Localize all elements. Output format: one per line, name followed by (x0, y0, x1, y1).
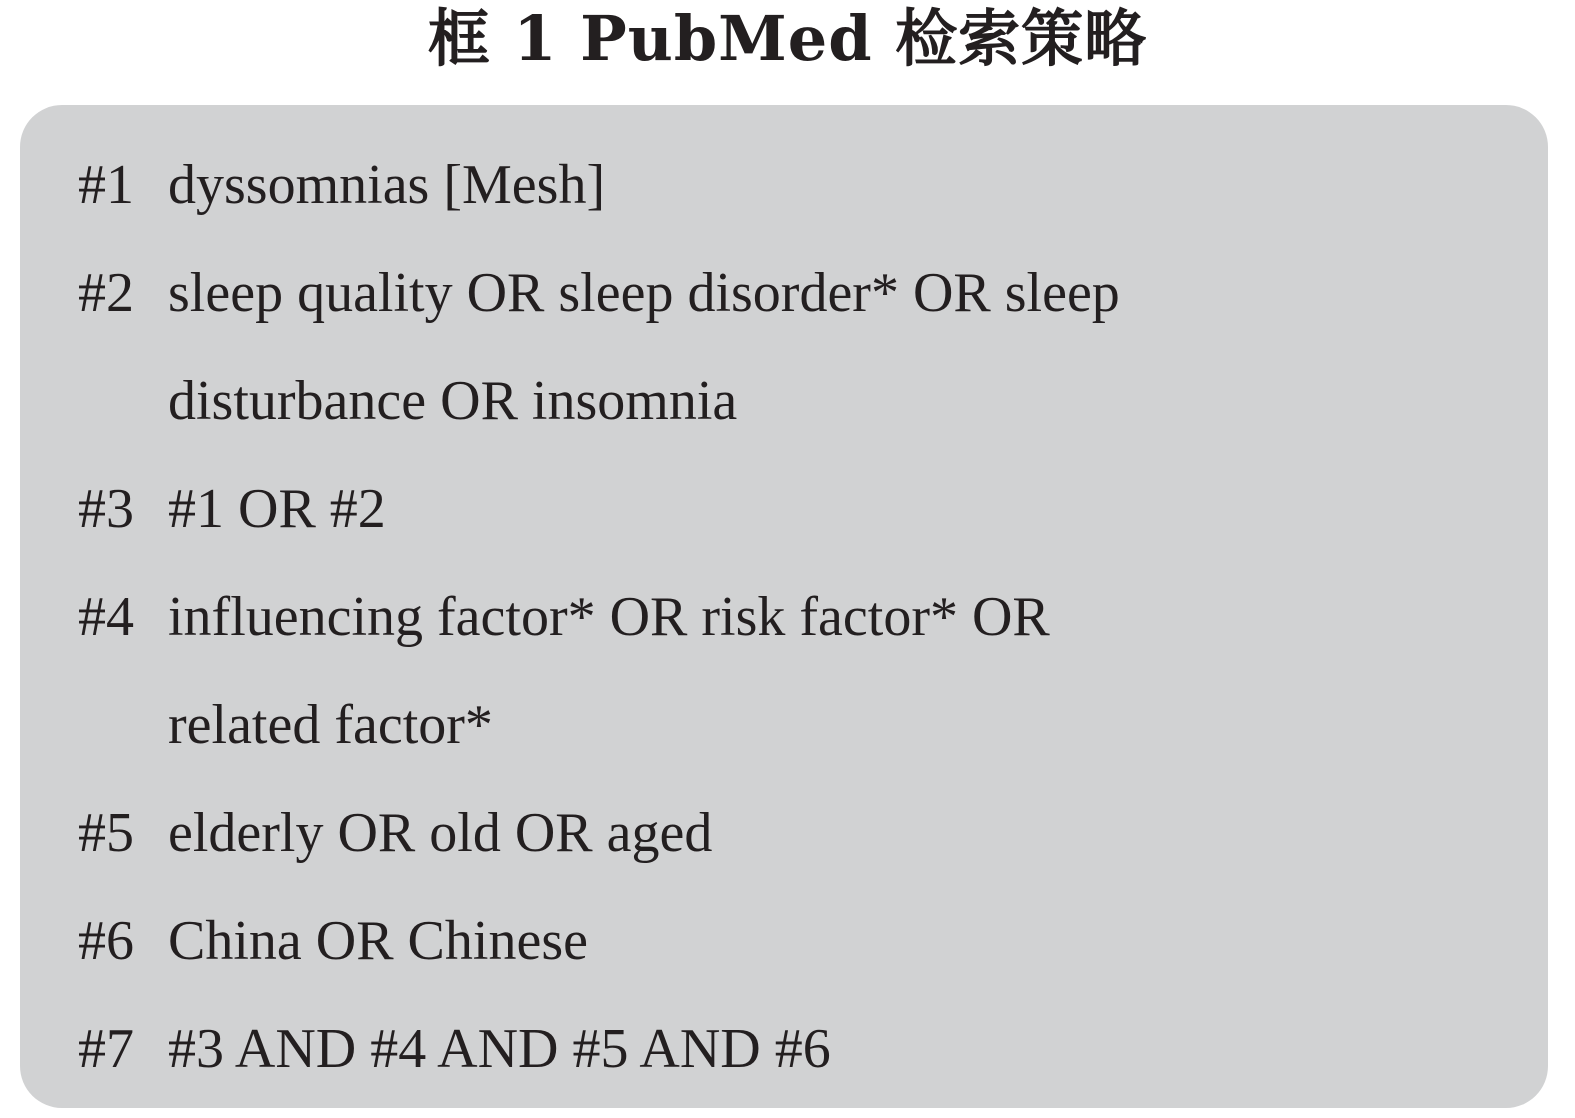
search-query: related factor* (168, 694, 493, 756)
search-number: #3 (78, 478, 134, 540)
search-number: #4 (78, 586, 134, 648)
search-number: #2 (78, 262, 134, 324)
search-query: #1 OR #2 (168, 478, 386, 540)
search-query: disturbance OR insomnia (168, 370, 738, 432)
search-query: elderly OR old OR aged (168, 802, 713, 864)
search-number: #6 (78, 910, 134, 972)
search-number: #1 (78, 154, 134, 216)
search-query: China OR Chinese (168, 910, 588, 972)
search-strategy-box (20, 105, 1548, 1108)
search-number: #5 (78, 802, 134, 864)
search-query: #3 AND #4 AND #5 AND #6 (168, 1018, 831, 1080)
search-number: #7 (78, 1018, 134, 1080)
search-query: sleep quality OR sleep disorder* OR sleep (168, 262, 1120, 324)
box-title: 框 1 PubMed 检索策略 (427, 2, 1148, 75)
search-query: influencing factor* OR risk factor* OR (168, 586, 1050, 648)
search-query: dyssomnias [Mesh] (168, 154, 606, 216)
